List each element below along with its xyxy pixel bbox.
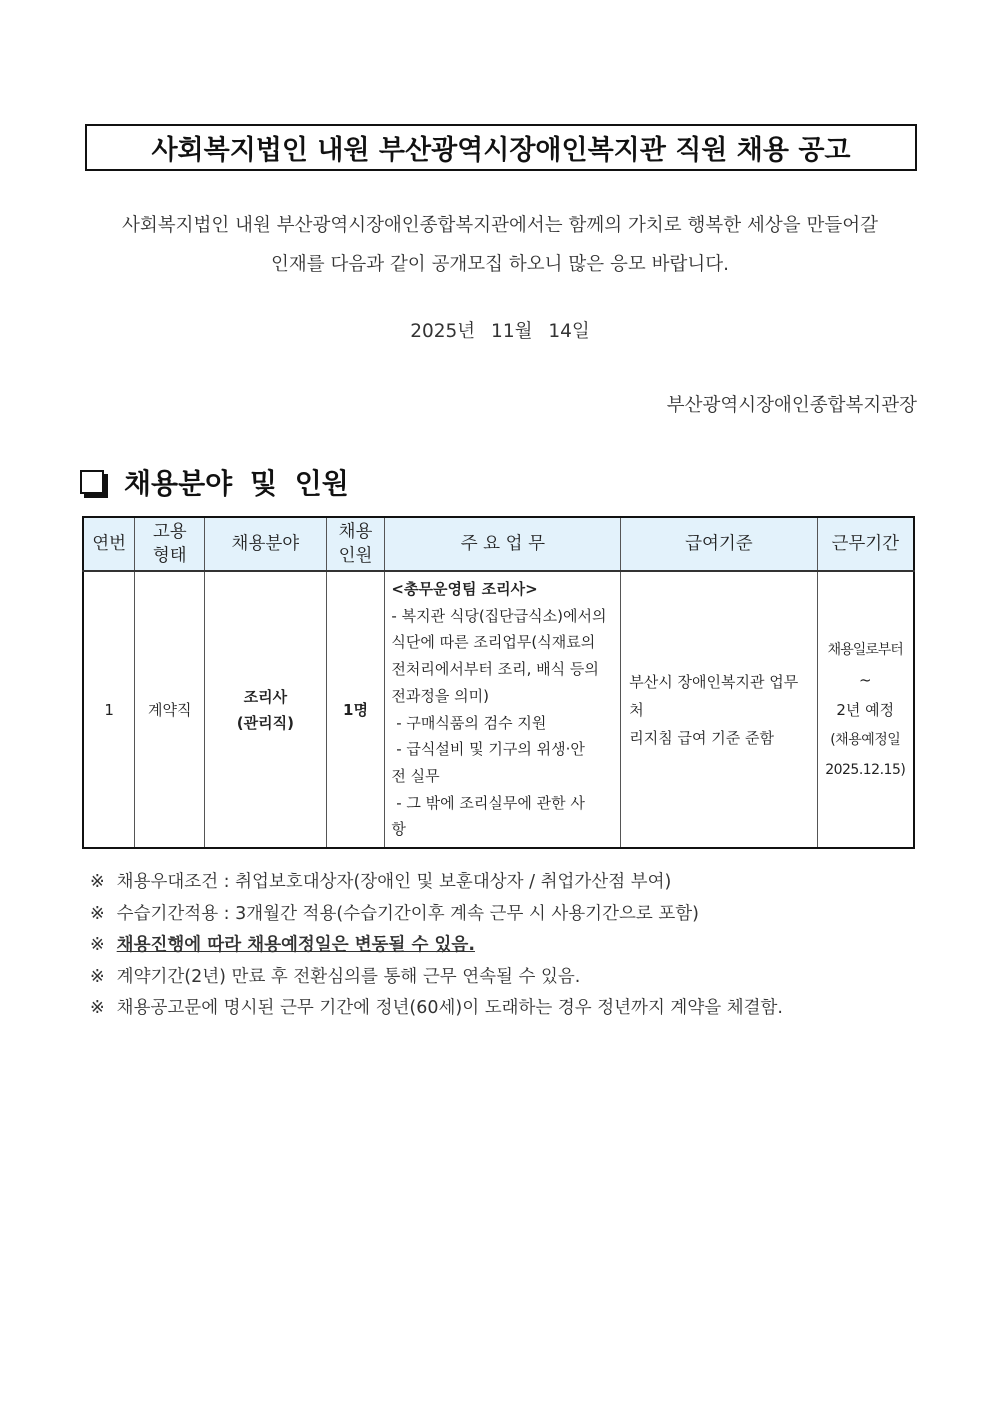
- note-text: 채용공고문에 명시된 근무 기간에 정년(60세)이 도래하는 경우 정년까지 계약을 체결함.: [116, 998, 783, 1018]
- period-line: (채용예정일: [830, 731, 901, 748]
- note-item: [90, 899, 783, 931]
- signer: 부산광역시장애인종합복지관장: [666, 395, 917, 416]
- duties-line: 식단에 따른 조리업무(식재료의: [391, 633, 596, 652]
- duties-line: - 급식설비 및 기구의 위생·안: [391, 740, 585, 759]
- reference-mark-icon: ※: [90, 998, 105, 1018]
- duties-line: - 그 밖에 조리실무에 관한 사: [391, 793, 585, 812]
- reference-mark-icon: ※: [90, 872, 105, 892]
- duties-line: - 복지관 식당(집단급식소)에서의: [391, 606, 607, 625]
- notice-date: 2025년 11월 14일: [410, 321, 590, 342]
- recruitment-table: [82, 516, 915, 849]
- header-count-l1: 채용: [338, 522, 373, 542]
- note-item: [90, 993, 783, 1025]
- reference-mark-icon: ※: [90, 903, 105, 924]
- table-row: [83, 571, 914, 848]
- note-text: 채용우대조건 : 취업보호대상자(장애인 및 보훈대상자 / 취업가산점 부여): [116, 872, 672, 892]
- header-period: 근무기간: [817, 517, 914, 571]
- period-line: 2025.12.15): [825, 761, 906, 778]
- period-line: 2년 예정: [836, 700, 895, 719]
- cell-employment-type: 계약직: [135, 571, 205, 848]
- reference-mark-icon: ※: [90, 966, 105, 987]
- cell-count: 1명: [326, 571, 385, 848]
- header-count: [326, 517, 385, 571]
- header-employment-type: [135, 517, 205, 571]
- reference-mark-icon: ※: [90, 935, 105, 955]
- notice-title-box: [85, 124, 917, 171]
- header-salary: 급여기준: [621, 517, 817, 571]
- period-line: 채용일로부터: [827, 641, 903, 658]
- duties-heading: <총무운영팀 조리사>: [391, 580, 538, 598]
- note-text-emphasized: 채용진행에 따라 채용예정일은 변동될 수 있음.: [116, 935, 475, 955]
- header-duties: 주 요 업 무: [385, 517, 621, 571]
- header-count-l2: 인원: [338, 546, 373, 566]
- duties-line: 전 실무: [391, 766, 440, 785]
- header-no: 연번: [83, 517, 135, 571]
- duties-line: 전과정을 의미): [391, 686, 489, 705]
- salary-line-2: 리지침 급여 기준 준함: [629, 728, 774, 747]
- salary-line-1: 부산시 장애인복지관 업무처: [629, 672, 799, 719]
- table-header-row: [83, 517, 914, 571]
- duties-line: 항: [391, 820, 406, 839]
- checkbox-square-icon: [80, 470, 104, 494]
- cell-period: [817, 571, 914, 848]
- cell-field-l2: (관리직): [236, 713, 294, 732]
- cell-salary: [621, 571, 817, 848]
- duties-line: 전처리에서부터 조리, 배식 등의: [391, 660, 599, 679]
- note-item: [90, 962, 783, 994]
- cell-field: [205, 571, 327, 848]
- duties-line: - 구매식품의 검수 지원: [391, 713, 547, 732]
- header-employment-type-l1: 고용: [152, 522, 187, 542]
- notice-title: 사회복지법인 내원 부산광역시장애인복지관 직원 채용 공고: [151, 135, 851, 166]
- note-text: 수습기간적용 : 3개월간 적용(수습기간이후 계속 근무 시 사용기간으로 포함): [116, 903, 700, 924]
- notes-list: [90, 867, 783, 1025]
- header-field: 채용분야: [205, 517, 327, 571]
- section-title: 채용분야 및 인원: [124, 467, 349, 500]
- cell-field-l1: 조리사: [243, 687, 288, 706]
- section-heading: [80, 462, 349, 502]
- note-item: [90, 930, 783, 962]
- header-employment-type-l2: 형태: [152, 546, 187, 566]
- intro-line-1: 사회복지법인 내원 부산광역시장애인종합복지관에서는 함께의 가치로 행복한 세상을 만들어갈: [121, 215, 878, 236]
- note-text: 계약기간(2년) 만료 후 전환심의를 통해 근무 연속될 수 있음.: [116, 966, 581, 987]
- note-item: [90, 867, 783, 899]
- cell-no: 1: [83, 571, 135, 848]
- intro-line-2: 인재를 다음과 같이 공개모집 하오니 많은 응모 바랍니다.: [270, 254, 730, 275]
- cell-duties: [385, 571, 621, 848]
- period-line: ~: [858, 670, 872, 689]
